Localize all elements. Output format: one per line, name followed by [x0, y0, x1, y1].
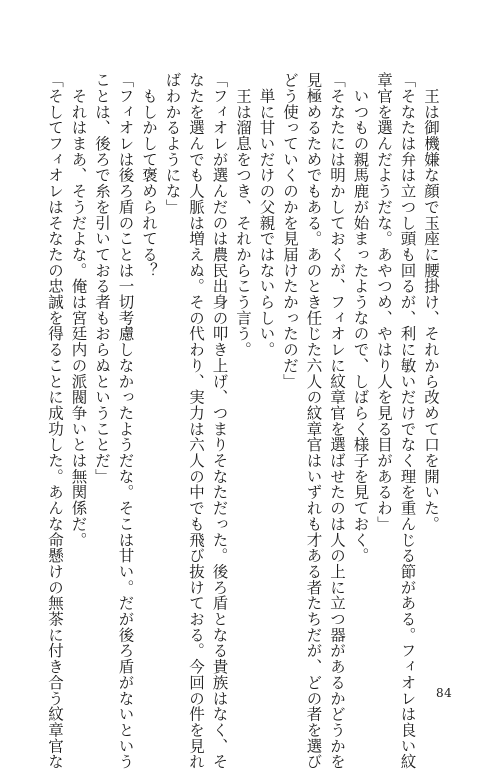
text-line: 王は溜息をつき、それからこう言う。: [234, 72, 252, 358]
text-line: もしかして褒められてる？: [140, 72, 158, 279]
text-line: 「フィオレは後ろ盾のことは一切考慮しなかったようだな。そこは甘い。だが後ろ盾がないという: [116, 72, 135, 769]
text-line: いつもの親馬鹿が始まったようなので、しばらく様子を見ておく。: [351, 72, 370, 564]
text-line: 「フィオレが選んだのは農民出身の叩き上げ、つまりそなただった。後ろ盾となる貴族はなく、そ: [210, 72, 229, 769]
text-line: なたを選んでも人脈は増えぬ。その代わり、実力は六人の中でも飛び抜けておる。今回の件を見れ: [187, 72, 205, 769]
text-line: 単に甘いだけの父親ではないらしい。: [257, 72, 276, 358]
page-number: 84: [436, 686, 453, 700]
text-line: 「そしてフィオレはそなたの忠誠を得ることに成功した。あんな命懸けの無茶に付き合う紋章官な: [46, 72, 64, 769]
text-line: どう使っていくのかを見届けたかったのだ」: [281, 72, 299, 389]
text-line: 王は御機嫌な顔で玉座に腰掛け、それから改めて口を開いた。: [422, 72, 440, 532]
text-line: それはまあ、そうだよな。俺は宮廷内の派閥争いとは無関係だ。: [69, 72, 88, 548]
text-line: 「そなたは弁は立つし頭も回るが、利に敏いだけでなく理を重んじる節がある。フィオレは良い紋: [398, 72, 417, 769]
text-line: ことは、後ろで糸を引いておる者もおらぬということだ」: [93, 72, 111, 485]
text-line: 見極めるためでもある。あのとき任じた六人の紋章官はいずれも才ある者たちだが、どの者を選び: [304, 72, 323, 769]
text-line: 「そなたには明かしておくが、フィオレに紋章官を選ばせたのは人の上に立つ器があるかどうかを: [328, 72, 346, 769]
text-line: ばわかるようにな」: [163, 72, 182, 215]
text-line: 章官を選んだようだな。あやつめ、やはり人を見る目があるわ」: [375, 72, 393, 532]
vertical-body-text: [46, 72, 442, 769]
